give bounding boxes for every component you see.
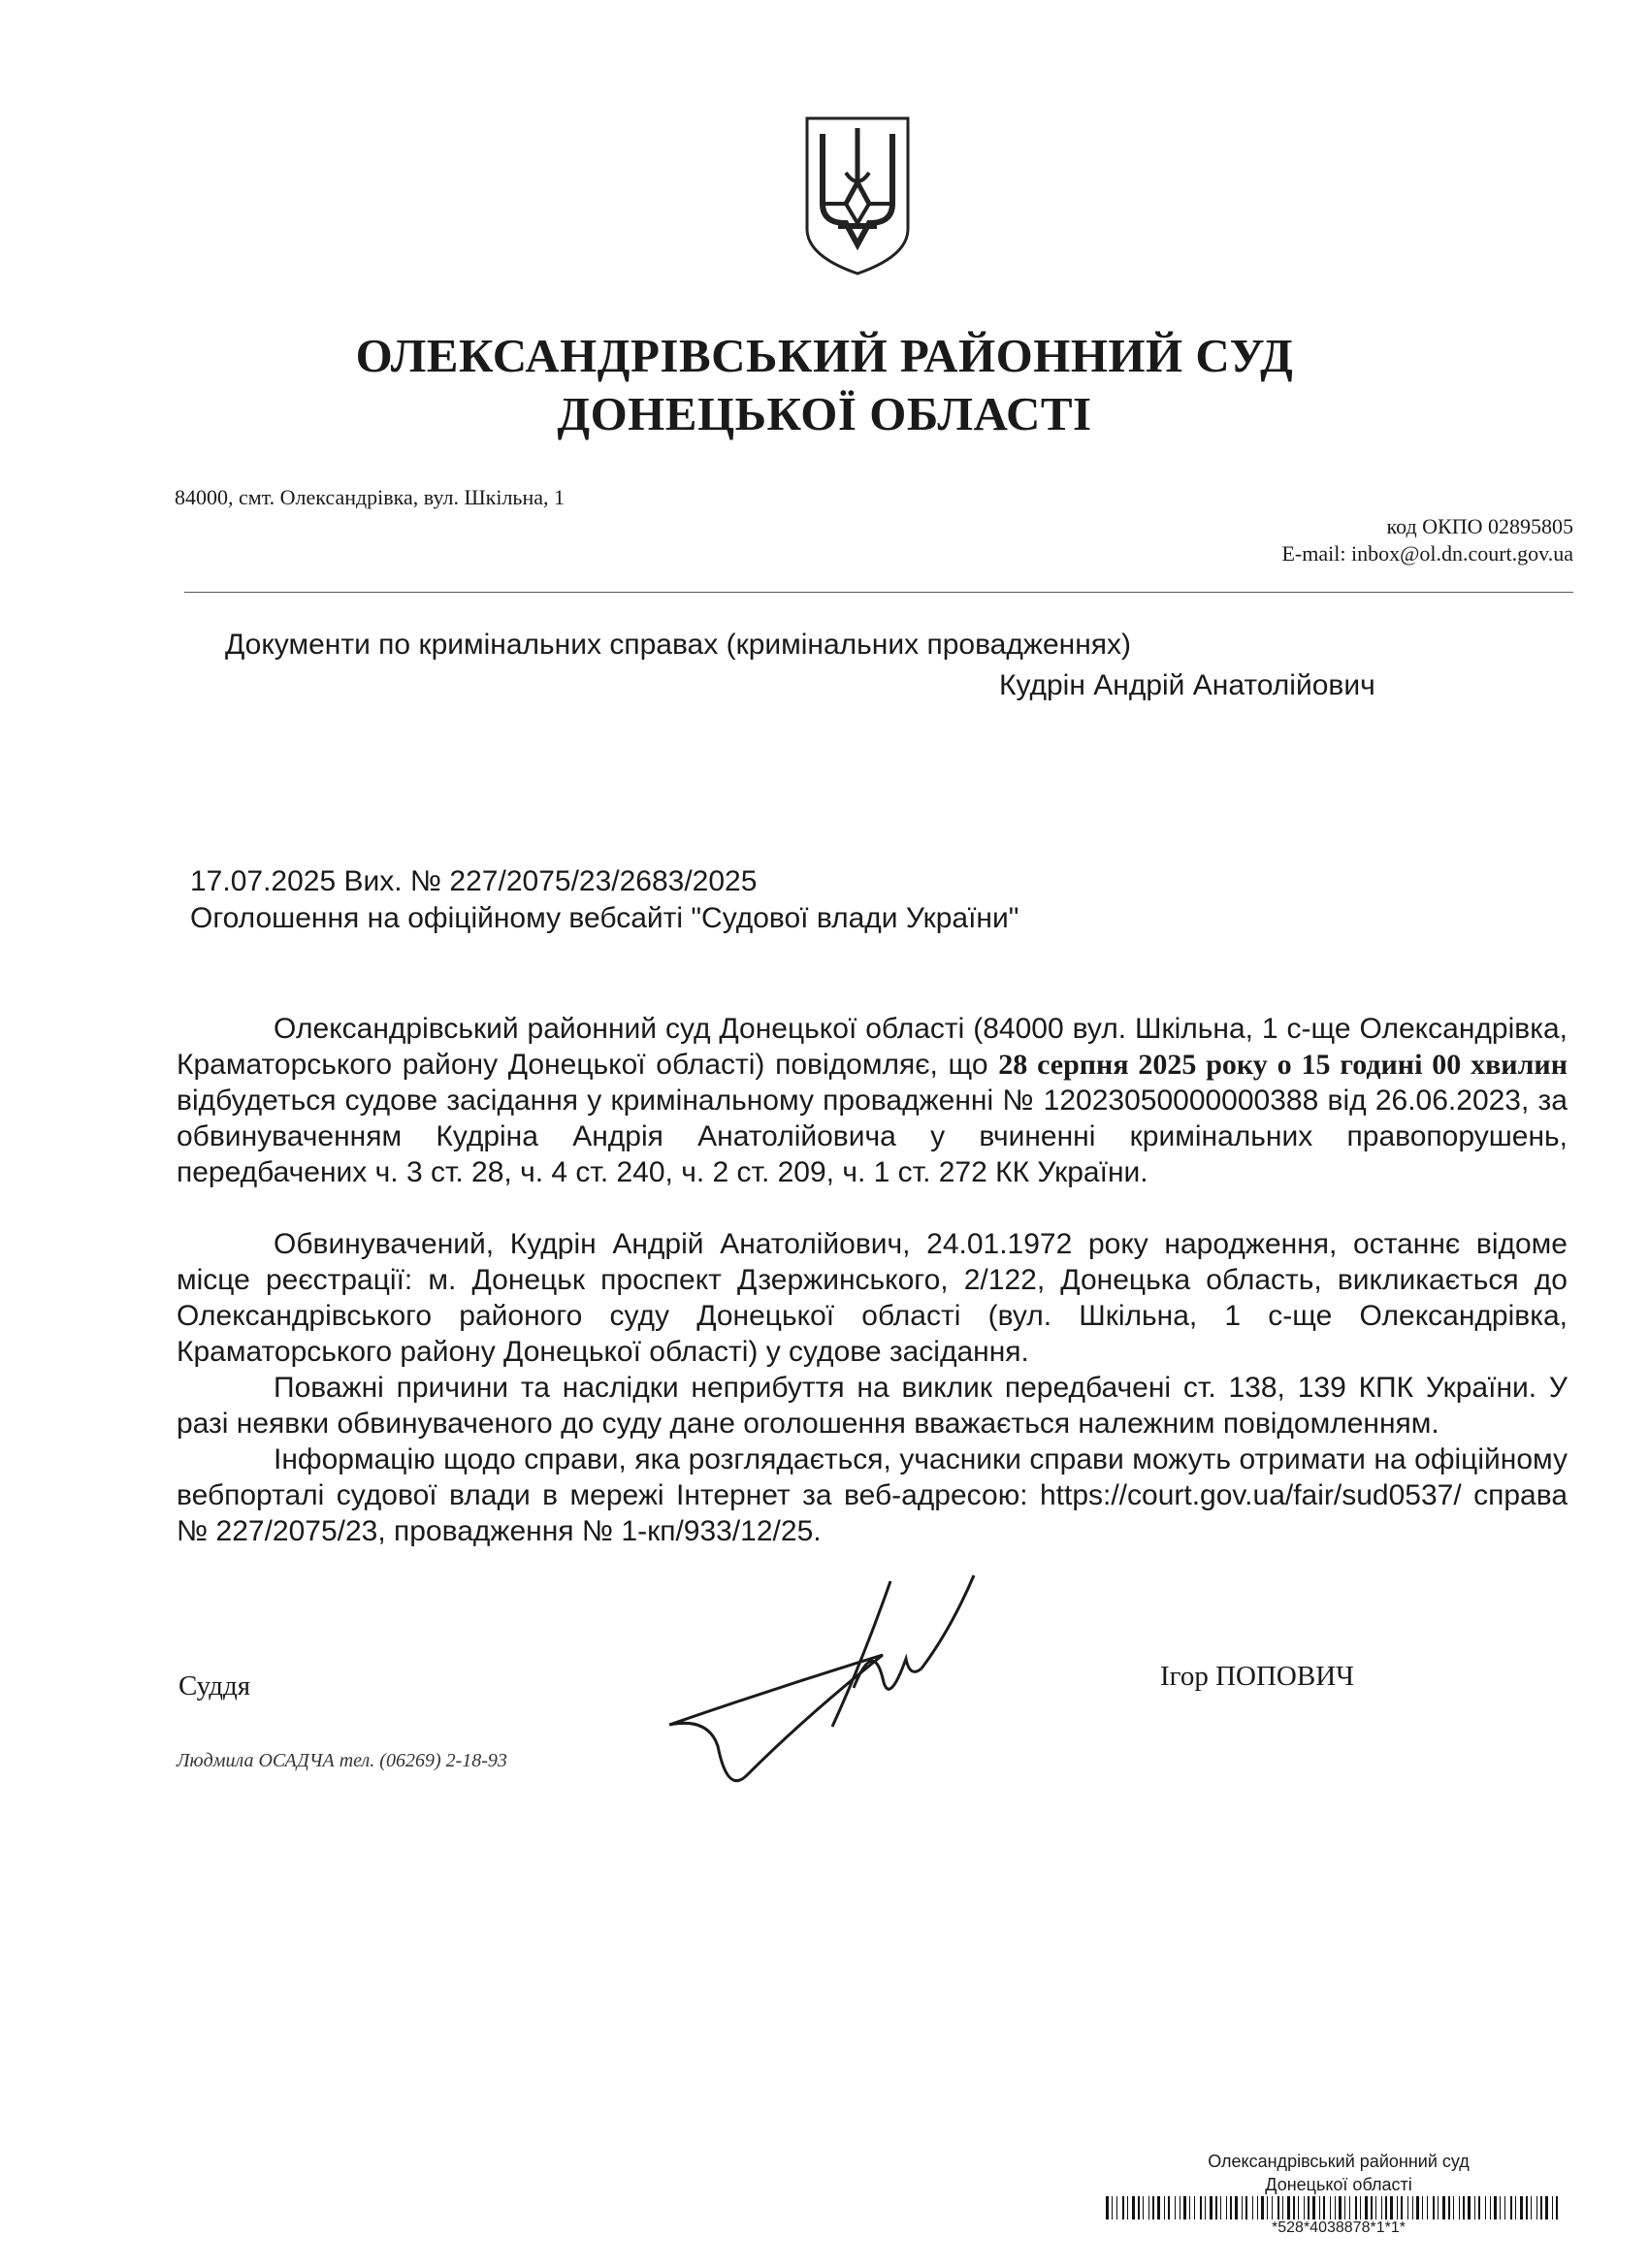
barcode-bar: [1536, 2196, 1537, 2219]
barcode-bar: [1267, 2196, 1268, 2219]
barcode-bar: [1344, 2196, 1345, 2219]
barcode-bar: [1308, 2196, 1310, 2219]
barcode-bar: [1205, 2196, 1206, 2219]
barcode-bar: [1448, 2196, 1450, 2219]
barcode-bar: [1272, 2196, 1273, 2219]
barcode-bar: [1390, 2196, 1393, 2219]
barcode-bar: [1504, 2196, 1505, 2219]
barcode-bar: [1112, 2196, 1113, 2219]
barcode-bar: [1330, 2196, 1331, 2219]
signature-icon: [660, 1571, 980, 1824]
barcode-bar: [1242, 2196, 1243, 2219]
judge-role: Суддя: [178, 1670, 251, 1701]
barcode-bar: [1175, 2196, 1176, 2219]
barcode-bar: [1277, 2196, 1279, 2219]
barcode-bar: [1422, 2196, 1423, 2219]
barcode-bar: [1365, 2196, 1368, 2219]
barcode-bar: [1515, 2196, 1516, 2219]
barcode-bar: [1416, 2196, 1419, 2219]
barcode-bar: [1433, 2196, 1435, 2219]
barcode-bar: [1510, 2196, 1512, 2219]
barcode-bar: [1397, 2196, 1398, 2219]
barcode-bar: [1494, 2196, 1497, 2219]
barcode-bar: [1335, 2196, 1336, 2219]
barcode-bar: [1127, 2196, 1128, 2219]
paragraph-info: [177, 1442, 1568, 1549]
court-email: E-mail: inbox@ol.dn.court.gov.ua: [1281, 541, 1573, 566]
barcode-bar: [1116, 2196, 1117, 2219]
header-divider: [184, 592, 1573, 593]
barcode-bar: [1143, 2196, 1144, 2219]
barcode-bar: [1339, 2196, 1342, 2219]
barcode-bar: [1323, 2196, 1325, 2219]
paragraph-hearing: [177, 1011, 1568, 1190]
barcode-bar: [1552, 2196, 1553, 2219]
barcode-bar: [1138, 2196, 1140, 2219]
document-category: Документи по кримінальних справах (кримінальних провадженнях): [225, 629, 1131, 661]
court-address: 84000, смт. Олександрівка, вул. Шкільна, 1: [175, 485, 565, 509]
barcode-bar: [1485, 2196, 1486, 2219]
barcode-bar: [1478, 2196, 1480, 2219]
barcode-bar: [1189, 2196, 1190, 2219]
barcode-bar: [1526, 2196, 1528, 2219]
paragraph-info-text: Інформацію щодо справи, яка розглядається, учасники справи можуть отримати на офіційному вебпорталі судової влади в мережі Інтернет за веб-адресою: https://court.gov.ua/fair/sud0537/ справа № 227/2075/23, провадження № 1-кп/933/12/25.: [177, 1443, 1568, 1547]
barcode-bar: [1453, 2196, 1454, 2219]
barcode-bar: [1312, 2196, 1315, 2219]
barcode-bar: [1520, 2196, 1523, 2219]
barcode-bar: [1459, 2196, 1460, 2219]
court-name-line2: ДОНЕЦЬКОЇ ОБЛАСТІ: [557, 387, 1092, 440]
paragraph-consequences: [177, 1370, 1568, 1442]
okpo-code: код ОКПО 02895805: [1386, 514, 1573, 538]
barcode-bar: [1106, 2196, 1109, 2219]
barcode-icon: [1106, 2196, 1562, 2219]
defendant-name: Кудрін Андрій Анатолійович: [999, 669, 1375, 701]
barcode-bar: [1304, 2196, 1305, 2219]
outgoing-number: 17.07.2025 Вих. № 227/2075/23/2683/2025: [190, 865, 758, 897]
judge-name: Ігор ПОПОВИЧ: [1160, 1661, 1354, 1692]
barcode-bar: [1371, 2196, 1373, 2219]
paragraph-summons: [177, 1226, 1568, 1370]
hearing-datetime: 28 серпня 2025 року о 15 годині 00 хвилин: [998, 1049, 1568, 1081]
barcode-bar: [1215, 2196, 1217, 2219]
barcode-bar: [1401, 2196, 1403, 2219]
barcode-bar: [1385, 2196, 1387, 2219]
barcode-bar: [1230, 2196, 1232, 2219]
barcode-bar: [1157, 2196, 1160, 2219]
barcode-bar: [1298, 2196, 1299, 2219]
barcode-bar: [1355, 2196, 1357, 2219]
barcode-bar: [1194, 2196, 1195, 2219]
barcode-bar: [1407, 2196, 1408, 2219]
court-name-line1: ОЛЕКСАНДРІВСЬКИЙ РАЙОННИЙ СУД: [355, 329, 1294, 382]
barcode-bar: [1183, 2196, 1186, 2219]
announcement-title: Оголошення на офіційному вебсайті "Судової влади України": [190, 902, 1019, 934]
paragraph-consequences-text: Поважні причини та наслідки неприбуття на виклик передбачені ст. 138, 139 КПК України. У разі неявки обвинуваченого до суду дане оголошення вважається належним повідомленням.: [177, 1372, 1568, 1440]
barcode-bar: [1540, 2196, 1542, 2219]
barcode-bar: [1257, 2196, 1258, 2219]
barcode-bar: [1381, 2196, 1382, 2219]
barcode-bar: [1438, 2196, 1439, 2219]
barcode-bar: [1164, 2196, 1165, 2219]
barcode-bar: [1463, 2196, 1465, 2219]
barcode-bar: [1220, 2196, 1221, 2219]
barcode-bar: [1293, 2196, 1295, 2219]
barcode-bar: [1252, 2196, 1253, 2219]
barcode-bar: [1360, 2196, 1361, 2219]
barcode-bar: [1261, 2196, 1264, 2219]
barcode-bar: [1531, 2196, 1532, 2219]
barcode-bar: [1442, 2196, 1445, 2219]
coat-of-arms-icon: [803, 114, 912, 277]
barcode-bar: [1500, 2196, 1501, 2219]
barcode-bar: [1122, 2196, 1124, 2219]
barcode-bar: [1468, 2196, 1471, 2219]
barcode-bar: [1556, 2196, 1558, 2219]
barcode-bar: [1148, 2196, 1149, 2219]
barcode-bar: [1375, 2196, 1376, 2219]
barcode-bar: [1427, 2196, 1428, 2219]
stamp-region: Донецької області: [1265, 2175, 1412, 2194]
executor-contact: Людмила ОСАДЧА тел. (06269) 2-18-93: [177, 1750, 507, 1771]
barcode-bar: [1226, 2196, 1227, 2219]
barcode-bar: [1282, 2196, 1283, 2219]
barcode-bar: [1319, 2196, 1320, 2219]
paragraph-summons-text: Обвинувачений, Кудрін Андрій Анатолійович, 24.01.1972 року народження, останнє відоме місце реєстрації: м. Донецьк проспект Дзержинського, 2/122, Донецька область, викликається до Олександрівського районого суду Донецької області (вул. Шкільна, 1 с-ще Олександрівка, Краматорського району Донецької області) у судове засідання.: [177, 1228, 1568, 1368]
barcode-bar: [1490, 2196, 1491, 2219]
barcode-bar: [1210, 2196, 1212, 2219]
barcode-bar: [1200, 2196, 1202, 2219]
barcode-bar: [1412, 2196, 1413, 2219]
barcode-bar: [1235, 2196, 1238, 2219]
barcode-bar: [1545, 2196, 1548, 2219]
barcode-bar: [1287, 2196, 1290, 2219]
stamp-court-name: Олександрівський районний суд: [1208, 2152, 1470, 2171]
paragraph-hearing-end: відбудеться судове засідання у кримінальному провадженні № 12023050000000388 від 26.06.2023, за обвинуваченням Кудріна Андрія Анатолійовича у вчиненні кримінальних правопорушень, передбачених ч. 3 ст. 28, ч. 4 ст. 240, ч. 2 ст. 209, ч. 1 ст. 272 КК України.: [177, 1085, 1568, 1188]
barcode-bar: [1168, 2196, 1170, 2219]
paragraph-hearing-start: Олександрівський районний суд Донецької області (84000 вул. Шкільна, 1 с-ще Олександрівка, Краматорського району Донецької області) повідомляє, що: [177, 1013, 1568, 1081]
barcode-bar: [1152, 2196, 1154, 2219]
barcode-bar: [1132, 2196, 1135, 2219]
barcode-bar: [1245, 2196, 1247, 2219]
barcode-bar: [1474, 2196, 1475, 2219]
barcode-number: *528*4038878*1*1*: [1272, 2219, 1406, 2236]
barcode-bar: [1349, 2196, 1350, 2219]
